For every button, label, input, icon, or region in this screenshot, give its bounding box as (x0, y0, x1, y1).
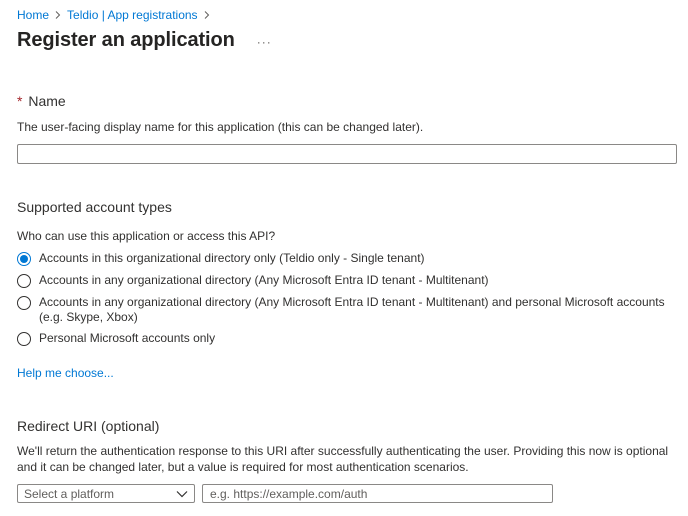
account-type-option-personal-only[interactable] (17, 331, 667, 346)
redirect-uri-input[interactable] (202, 484, 553, 503)
platform-select-placeholder: Select a platform (24, 486, 115, 501)
name-heading-label: Name (28, 93, 66, 109)
name-heading (17, 93, 66, 109)
more-options-button[interactable]: ··· (256, 34, 272, 49)
account-types-heading: Supported account types (17, 199, 172, 215)
help-me-choose-link[interactable]: Help me choose... (17, 366, 114, 380)
title-row (17, 29, 272, 52)
page-title: Register an application (17, 29, 235, 51)
radio-button[interactable] (17, 332, 31, 346)
account-type-option-multitenant-personal[interactable] (17, 295, 667, 325)
breadcrumb (17, 8, 216, 22)
redirect-uri-heading: Redirect URI (optional) (17, 418, 160, 434)
account-type-label: Accounts in any organizational directory (Any Microsoft Entra ID tenant - Multitenant) (39, 273, 489, 287)
radio-button[interactable] (17, 274, 31, 288)
required-marker: * (17, 93, 23, 109)
redirect-uri-description: We'll return the authentication response to this URI after successfully authenticating the user. Providing this now is optional and it can be changed later, but a value is required for most authentication scenarios. (17, 444, 669, 474)
breadcrumb-home[interactable]: Home (17, 8, 50, 22)
platform-select[interactable] (17, 484, 195, 503)
chevron-down-icon (176, 490, 188, 498)
name-input[interactable] (17, 144, 677, 164)
breadcrumb-app-registrations[interactable]: Teldio | App registrations (67, 8, 198, 22)
name-description: The user-facing display name for this application (this can be changed later). (17, 120, 424, 134)
radio-button[interactable] (17, 296, 31, 310)
account-type-option-multitenant[interactable] (17, 273, 667, 288)
chevron-right-icon (200, 11, 214, 19)
account-type-label: Personal Microsoft accounts only (39, 331, 216, 345)
radio-button[interactable] (17, 252, 31, 266)
account-type-label: Accounts in this organizational directory only (Teldio only - Single tenant) (39, 251, 425, 265)
account-type-option-single-tenant[interactable] (17, 251, 667, 266)
account-types-question: Who can use this application or access this API? (17, 229, 276, 243)
chevron-right-icon (51, 11, 65, 19)
account-type-label: Accounts in any organizational directory (Any Microsoft Entra ID tenant - Multitenant) and personal Microsoft accounts (e.g. Skype, Xbox) (39, 295, 665, 324)
